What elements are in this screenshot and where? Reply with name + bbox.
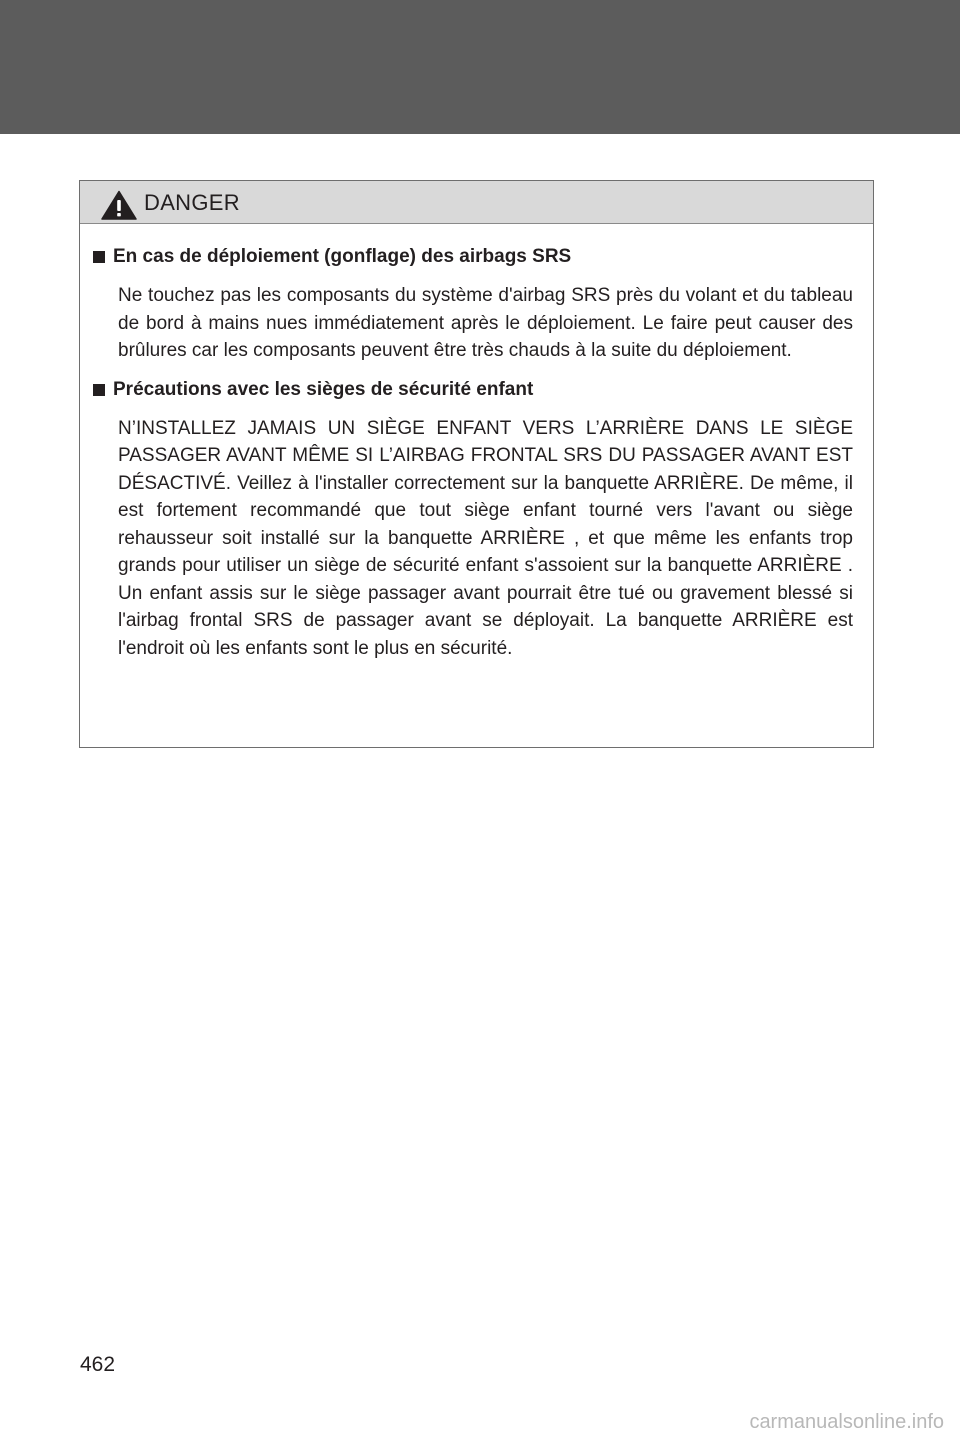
section-text-child-seat: N’INSTALLEZ JAMAIS UN SIÈGE ENFANT VERS L’ARRIÈRE DANS LE SIÈGE PASSAGER AVANT MÊME SI L’AIRBAG FRONTAL SRS DU PASSAGER AVANT EST DÉSACTIVÉ. Veillez à l'installer correctement sur la banquette ARRIÈRE. De même, il est fortement recommandé que tout siège enfant tourné vers l'avant ou siège rehausseur soit installé sur la banquette ARRIÈRE , et que même les enfants trop grands pour utiliser un siège de sécurité enfant s'assoient sur la banquette ARRIÈRE . Un enfant assis sur le siège passager avant pourrait être tué ou gravement blessé si l'airbag frontal SRS de passager avant se déployait. La banquette ARRIÈRE est l'endroit où les enfants sont le plus en sécurité.: [118, 417, 853, 659]
section-heading-text: Précautions avec les sièges de sécurité enfant: [113, 378, 534, 400]
danger-header: [80, 181, 873, 224]
page-number: 462: [80, 1353, 116, 1376]
danger-body: [80, 224, 873, 662]
section-heading-child-seat: [89, 377, 853, 403]
danger-title: DANGER: [144, 190, 240, 215]
bullet-square-icon: [93, 251, 105, 263]
warning-triangle-icon: [101, 190, 137, 220]
danger-box: [79, 180, 874, 748]
watermark: carmanualsonline.info: [749, 1411, 944, 1433]
section-heading-text: En cas de déploiement (gonflage) des airbags SRS: [113, 246, 572, 267]
bullet-square-icon: [93, 384, 105, 396]
section-heading-airbag-deployment: [89, 244, 853, 270]
section-text-airbag-deployment: Ne touchez pas les composants du système d'airbag SRS près du volant et du tableau de bord à mains nues immédiatement après le déploiement. Le faire peut causer des brûlures car les composants peuvent être très chauds à la suite du déploiement.: [118, 285, 853, 361]
header-band: [0, 0, 960, 134]
